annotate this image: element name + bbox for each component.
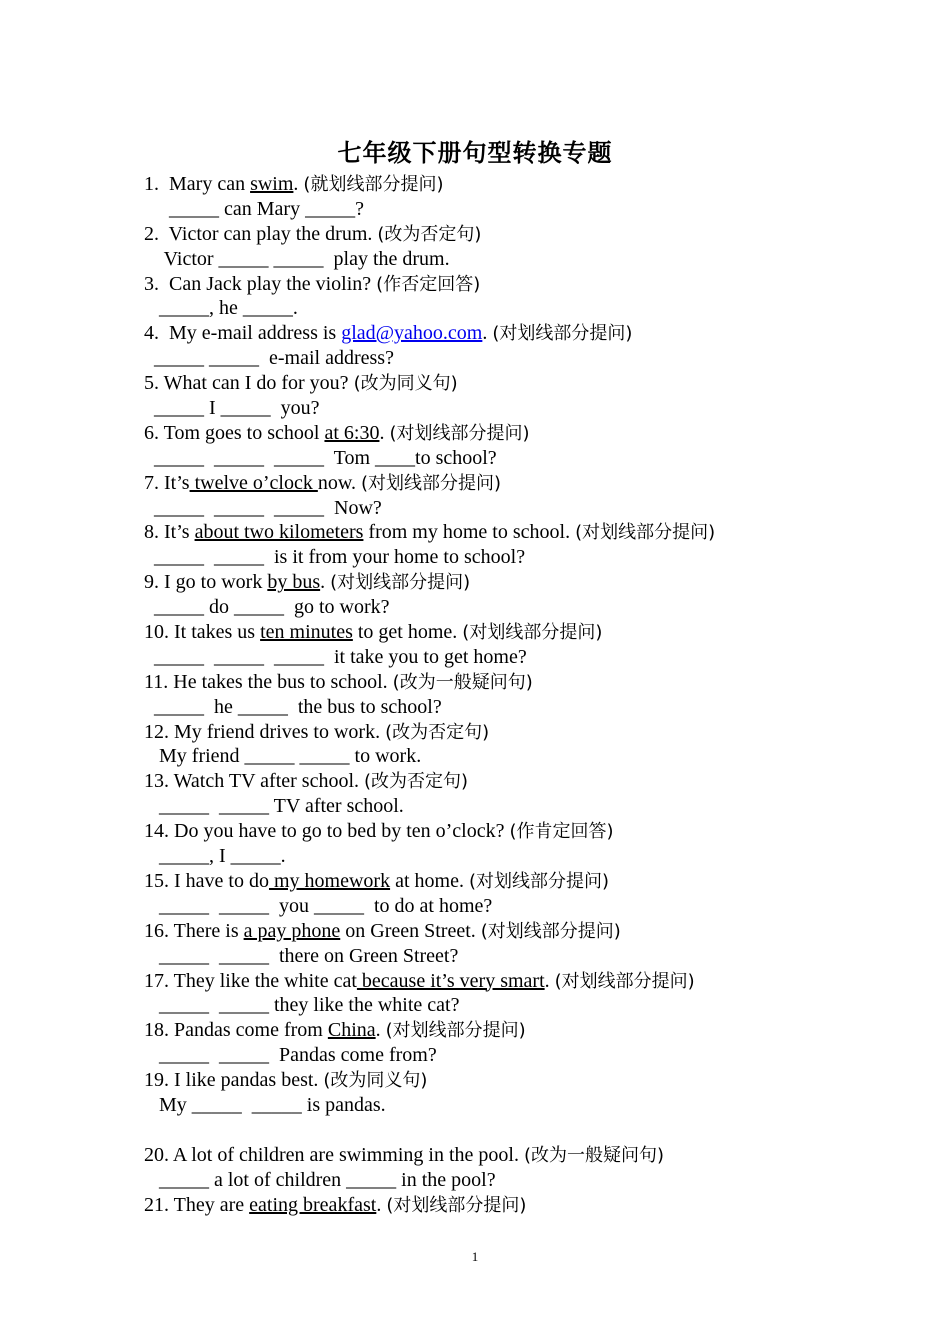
underlined-text: at 6:30 (324, 421, 380, 444)
email-link[interactable]: glad@yahoo.com (341, 322, 483, 345)
exercise-line (144, 1193, 864, 1218)
line-text: . (293, 173, 304, 195)
instruction-text: (对划线部分提问) (386, 1194, 527, 1216)
line-text: _____ _____ _____ it take you to get home? (144, 645, 527, 668)
exercise-line (144, 844, 864, 869)
exercise-line (144, 197, 864, 222)
instruction-text: (对划线部分提问) (468, 870, 609, 892)
instruction-text: (改为否定句) (364, 771, 469, 793)
exercise-line (144, 919, 864, 944)
exercise-line (144, 396, 864, 421)
line-text: _____ _____ _____ Tom ____to school? (144, 446, 497, 469)
exercise-line (144, 894, 864, 919)
underlined-text: a pay phone (243, 919, 341, 942)
instruction-text: (改为一般疑问句) (392, 671, 533, 693)
exercise-line (144, 1043, 864, 1068)
line-text: 15. I have to do (144, 869, 269, 892)
line-text: . (375, 1019, 386, 1042)
exercise-list (144, 172, 864, 1217)
line-text: _____ a lot of children _____ in the pool? (144, 1168, 496, 1191)
line-text: Victor _____ _____ play the drum. (144, 247, 450, 270)
exercise-line (144, 520, 864, 545)
line-text: _____ I _____ you? (144, 397, 320, 420)
line-text: _____ _____ e-mail address? (144, 347, 394, 370)
instruction-text: (对划线部分提问) (492, 323, 633, 345)
instruction-text: (作否定回答) (376, 273, 481, 295)
exercise-line (144, 645, 864, 670)
underlined-text: my homework (268, 869, 391, 892)
instruction-text: (对划线部分提问) (389, 422, 530, 444)
exercise-line (144, 1118, 864, 1143)
exercise-line (144, 595, 864, 620)
instruction-text: (对划线部分提问) (330, 572, 471, 594)
exercise-line (144, 620, 864, 645)
line-text: 2. Victor can play the drum. (144, 222, 378, 245)
line-text: 21. They are (144, 1193, 250, 1216)
exercise-line (144, 247, 864, 272)
exercise-line (144, 321, 864, 346)
line-text: 8. It’s (144, 521, 195, 544)
line-text: 1. Mary can (144, 173, 251, 195)
line-text: 4. My e-mail address is (144, 322, 342, 345)
exercise-line (144, 570, 864, 595)
line-text: 18. Pandas come from (144, 1019, 328, 1042)
instruction-text: (改为同义句) (353, 373, 458, 395)
underlined-text: swim (250, 173, 294, 195)
line-text: 16. There is (144, 919, 244, 942)
line-text: 17. They like the white cat (144, 969, 357, 992)
page-number: 1 (471, 1249, 479, 1264)
exercise-line (144, 944, 864, 969)
line-text: . (376, 1193, 387, 1216)
exercise-line (144, 794, 864, 819)
instruction-text: (对划线部分提问) (480, 920, 621, 942)
exercise-line (144, 172, 864, 197)
exercise-line (144, 720, 864, 745)
exercise-line (144, 993, 864, 1018)
underlined-text: twelve o’clock (189, 471, 318, 494)
exercise-line (144, 1168, 864, 1193)
exercise-line (144, 222, 864, 247)
instruction-text: (对划线部分提问) (462, 622, 603, 644)
exercise-line (144, 769, 864, 794)
exercise-line (144, 1143, 864, 1168)
exercise-line (144, 869, 864, 894)
underlined-text: because it’s very smart (356, 969, 545, 992)
underlined-text: about two kilometers (194, 521, 364, 544)
line-text: _____ _____ they like the white cat? (144, 994, 460, 1017)
line-text: from my home to school. (363, 521, 576, 544)
instruction-text: (对划线部分提问) (554, 970, 695, 992)
line-text: 6. Tom goes to school (144, 421, 325, 444)
line-text: _____ can Mary _____? (144, 197, 364, 220)
instruction-text: (对划线部分提问) (575, 522, 716, 544)
line-text: _____ _____ you _____ to do at home? (144, 894, 493, 917)
line-text: 12. My friend drives to work. (144, 720, 386, 743)
line-text: _____ _____ is it from your home to school? (144, 546, 526, 569)
instruction-text: (改为同义句) (323, 1070, 428, 1092)
exercise-line (144, 969, 864, 994)
exercise-line (144, 296, 864, 321)
line-text: 19. I like pandas best. (144, 1069, 324, 1092)
line-text: _____, he _____. (144, 297, 298, 320)
line-text: _____ do _____ go to work? (144, 596, 390, 619)
line-text: _____ _____ there on Green Street? (144, 944, 459, 967)
line-text: at home. (390, 869, 469, 892)
exercise-line (144, 421, 864, 446)
line-text: 13. Watch TV after school. (144, 770, 365, 793)
line-text: . (544, 969, 555, 992)
instruction-text: (改为一般疑问句) (523, 1144, 664, 1166)
instruction-text: (作肯定回答) (509, 821, 614, 843)
line-text: _____ he _____ the bus to school? (144, 695, 442, 718)
line-text: 14. Do you have to go to bed by ten o’clock? (144, 820, 510, 843)
line-text: 10. It takes us (144, 621, 261, 644)
line-text: to get home. (352, 621, 463, 644)
exercise-line (144, 446, 864, 471)
exercise-line (144, 744, 864, 769)
line-text: now. (317, 471, 361, 494)
underlined-text: by bus (267, 571, 321, 594)
line-text: My _____ _____ is pandas. (144, 1093, 386, 1116)
line-text: _____ _____ _____ Now? (144, 496, 382, 519)
instruction-text: (改为否定句) (377, 223, 482, 245)
exercise-line (144, 1068, 864, 1093)
instruction-text: (对划线部分提问) (385, 1020, 526, 1042)
line-text: _____ _____ Pandas come from? (144, 1044, 437, 1067)
instruction-text: (对划线部分提问) (361, 472, 502, 494)
instruction-text: (改为否定句) (385, 721, 490, 743)
exercise-line (144, 695, 864, 720)
line-text: _____ _____ TV after school. (144, 795, 404, 818)
line-text: My friend _____ _____ to work. (144, 745, 422, 768)
underlined-text: eating breakfast (249, 1193, 377, 1216)
exercise-line (144, 1018, 864, 1043)
exercise-line (144, 1093, 864, 1118)
exercise-line (144, 545, 864, 570)
exercise-line (144, 471, 864, 496)
line-text: 11. He takes the bus to school. (144, 670, 393, 693)
line-text: on Green Street. (340, 919, 481, 942)
instruction-text: (就划线部分提问) (303, 174, 444, 195)
page-title: 七年级下册句型转换专题 (337, 139, 613, 167)
exercise-line (144, 371, 864, 396)
line-text: 9. I go to work (144, 571, 268, 594)
exercise-line (144, 346, 864, 371)
line-text: _____, I _____. (144, 845, 286, 868)
line-text: 20. A lot of children are swimming in the pool. (144, 1143, 524, 1166)
exercise-line (144, 670, 864, 695)
exercise-line (144, 819, 864, 844)
line-text: . (482, 322, 493, 345)
line-text: 3. Can Jack play the violin? (144, 272, 377, 295)
underlined-text: ten minutes (260, 621, 353, 644)
exercise-line (144, 496, 864, 521)
line-text: 5. What can I do for you? (144, 372, 354, 395)
line-text: . (320, 571, 331, 594)
line-text: 7. It’s (144, 471, 190, 494)
exercise-line (144, 272, 864, 297)
line-text: . (379, 421, 390, 444)
underlined-text: China (327, 1019, 376, 1042)
